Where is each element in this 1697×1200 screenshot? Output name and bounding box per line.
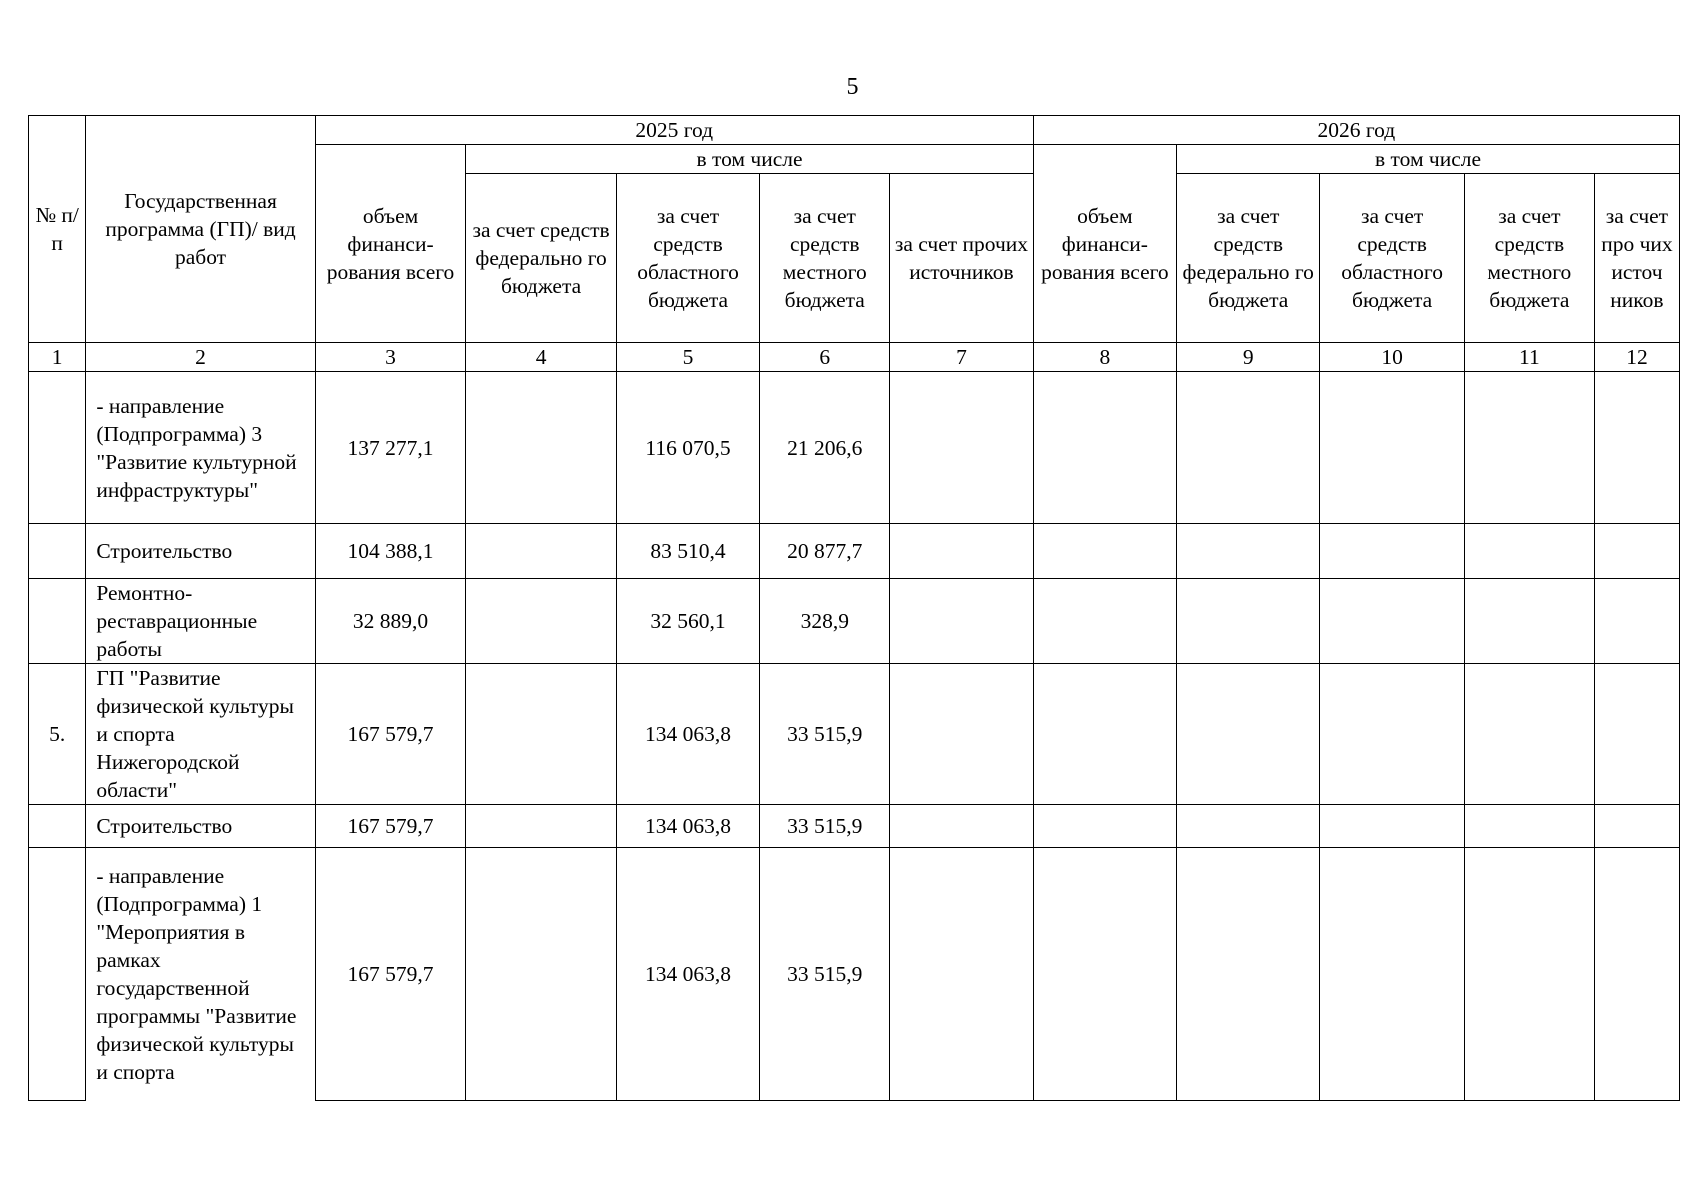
column-index: 9 (1177, 343, 1320, 372)
row-federal-2026 (1177, 664, 1320, 805)
row-local-2026 (1464, 579, 1594, 664)
row-other (890, 579, 1033, 664)
column-index: 11 (1464, 343, 1594, 372)
header-y1-local: за счет средств местного бюджета (760, 174, 890, 343)
row-regional-2026 (1320, 805, 1464, 848)
row-federal (466, 372, 617, 524)
header-y2-local: за счет средств местного бюджета (1464, 174, 1594, 343)
row-num (29, 848, 86, 1101)
financing-table (28, 115, 1680, 1101)
row-other-2026 (1594, 805, 1679, 848)
row-total: 167 579,7 (315, 848, 466, 1101)
column-index-row (29, 343, 1680, 372)
header-year-2026: 2026 год (1033, 116, 1679, 145)
header-y2-other: за счет про чих источ ников (1594, 174, 1679, 343)
row-local: 20 877,7 (760, 524, 890, 579)
table-row (29, 579, 1680, 664)
row-regional-2026 (1320, 664, 1464, 805)
row-federal (466, 805, 617, 848)
row-local: 33 515,9 (760, 664, 890, 805)
row-regional: 32 560,1 (616, 579, 759, 664)
row-total-2026 (1033, 579, 1176, 664)
row-regional-2026 (1320, 524, 1464, 579)
table-row (29, 664, 1680, 805)
row-total-2026 (1033, 805, 1176, 848)
row-regional-2026 (1320, 579, 1464, 664)
header-year-2025: 2025 год (315, 116, 1033, 145)
row-other-2026 (1594, 848, 1679, 1101)
column-index: 7 (890, 343, 1033, 372)
row-regional: 134 063,8 (616, 664, 759, 805)
table-row (29, 848, 1680, 1101)
header-y2-including: в том числе (1177, 145, 1680, 174)
row-local-2026 (1464, 805, 1594, 848)
row-local-2026 (1464, 848, 1594, 1101)
column-index: 12 (1594, 343, 1679, 372)
row-total-2026 (1033, 848, 1176, 1101)
header-row-years (29, 116, 1680, 145)
row-regional-2026 (1320, 372, 1464, 524)
row-local: 328,9 (760, 579, 890, 664)
row-regional: 134 063,8 (616, 848, 759, 1101)
page-number: 5 (846, 74, 859, 100)
row-total-2026 (1033, 372, 1176, 524)
row-name: Строительство (86, 805, 315, 848)
row-num (29, 579, 86, 664)
row-federal (466, 524, 617, 579)
row-num (29, 805, 86, 848)
row-num (29, 524, 86, 579)
header-y1-other: за счет прочих источников (890, 174, 1033, 343)
header-y2-federal: за счет средств федерально го бюджета (1177, 174, 1320, 343)
column-index: 5 (616, 343, 759, 372)
row-federal-2026 (1177, 524, 1320, 579)
row-other (890, 848, 1033, 1101)
row-federal-2026 (1177, 372, 1320, 524)
row-federal (466, 664, 617, 805)
header-col-num: № п/п (29, 116, 86, 343)
row-total: 137 277,1 (315, 372, 466, 524)
row-other-2026 (1594, 524, 1679, 579)
row-federal-2026 (1177, 805, 1320, 848)
row-local: 33 515,9 (760, 848, 890, 1101)
column-index: 4 (466, 343, 617, 372)
column-index: 8 (1033, 343, 1176, 372)
row-local-2026 (1464, 524, 1594, 579)
row-federal (466, 579, 617, 664)
table-row (29, 372, 1680, 524)
column-index: 3 (315, 343, 466, 372)
row-name: - направление (Подпрограмма) 3 "Развитие культурной инфраструктуры" (86, 372, 315, 524)
row-federal-2026 (1177, 579, 1320, 664)
header-y1-including: в том числе (466, 145, 1033, 174)
row-other-2026 (1594, 664, 1679, 805)
row-other (890, 805, 1033, 848)
row-name: Строительство (86, 524, 315, 579)
row-name: - направление (Подпрограмма) 1 "Мероприятия в рамках государственной программы "Развитие физической культуры и спорта (86, 848, 315, 1101)
row-num (29, 372, 86, 524)
row-other (890, 372, 1033, 524)
row-total-2026 (1033, 524, 1176, 579)
header-y2-total: объем финанси-рования всего (1033, 145, 1176, 343)
header-y1-regional: за счет средств областного бюджета (616, 174, 759, 343)
row-local-2026 (1464, 664, 1594, 805)
row-local-2026 (1464, 372, 1594, 524)
row-other (890, 664, 1033, 805)
row-federal-2026 (1177, 848, 1320, 1101)
row-total: 32 889,0 (315, 579, 466, 664)
row-other-2026 (1594, 372, 1679, 524)
table-row (29, 524, 1680, 579)
column-index: 10 (1320, 343, 1464, 372)
row-federal (466, 848, 617, 1101)
row-regional: 134 063,8 (616, 805, 759, 848)
row-local: 21 206,6 (760, 372, 890, 524)
table-row (29, 805, 1680, 848)
row-num: 5. (29, 664, 86, 805)
row-regional-2026 (1320, 848, 1464, 1101)
header-y2-regional: за счет средств областного бюджета (1320, 174, 1464, 343)
row-total-2026 (1033, 664, 1176, 805)
row-total: 167 579,7 (315, 664, 466, 805)
row-other (890, 524, 1033, 579)
row-name: ГП "Развитие физической культуры и спорта Нижегородской области" (86, 664, 315, 805)
column-index: 6 (760, 343, 890, 372)
column-index: 1 (29, 343, 86, 372)
header-col-program: Государственная программа (ГП)/ вид работ (86, 116, 315, 343)
row-local: 33 515,9 (760, 805, 890, 848)
header-y1-federal: за счет средств федерально го бюджета (466, 174, 617, 343)
row-total: 167 579,7 (315, 805, 466, 848)
row-regional: 116 070,5 (616, 372, 759, 524)
row-regional: 83 510,4 (616, 524, 759, 579)
column-index: 2 (86, 343, 315, 372)
header-y1-total: объем финанси-рования всего (315, 145, 466, 343)
row-name: Ремонтно-реставрационные работы (86, 579, 315, 664)
row-total: 104 388,1 (315, 524, 466, 579)
row-other-2026 (1594, 579, 1679, 664)
